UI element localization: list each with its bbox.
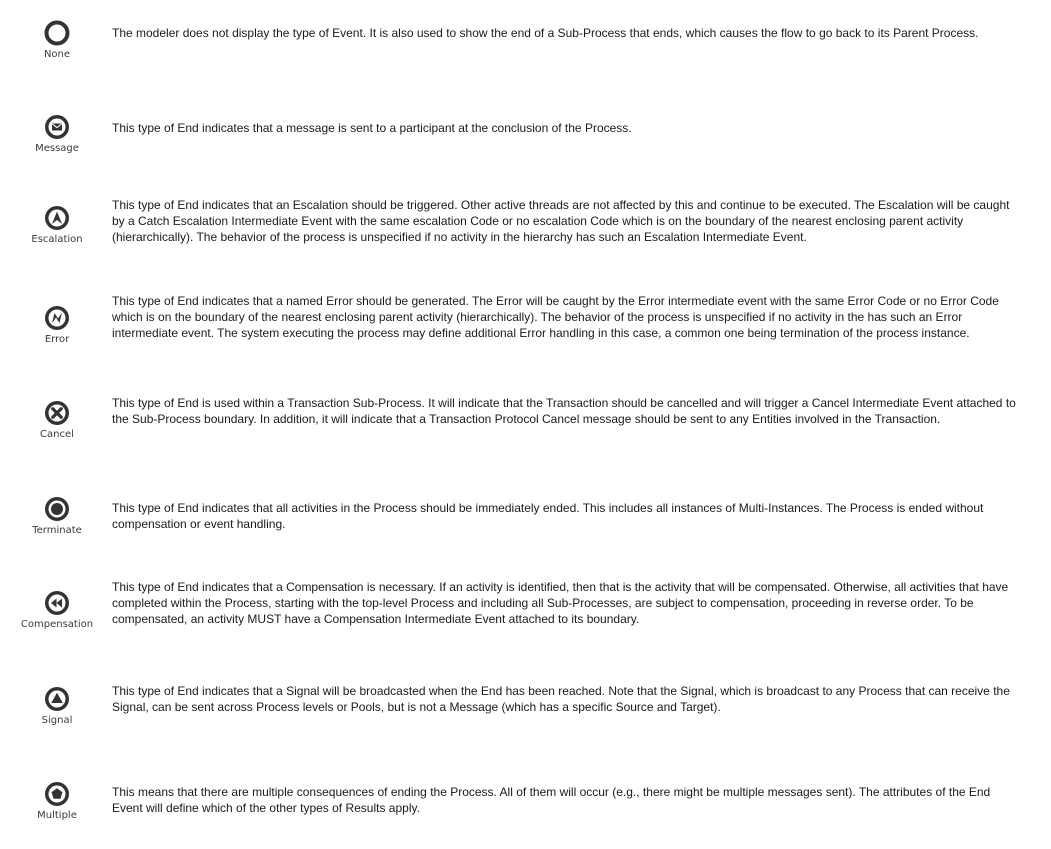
end-cancel-icon xyxy=(44,400,70,426)
event-label: Multiple xyxy=(37,810,77,821)
event-icon-cell xyxy=(14,205,100,246)
event-description: The modeler does not display the type of Event. It is also used to show the end of a Sub-Process that ends, which causes the flow to go back to its Parent Process. xyxy=(112,26,979,40)
event-description: This type of End indicates that a Signal will be broadcasted when the End has been reached. Note that the Signal, which is broadcast to any Process that can receive the Signal, can be sent across Process levels or Pools, but is not a Message (which has a specific Source and Target). xyxy=(112,684,1010,714)
end-escalation-icon xyxy=(44,205,70,231)
event-icon-cell xyxy=(14,20,100,61)
event-description: This type of End indicates that all activities in the Process should be immediately ended. This includes all instances of Multi-Instances. The Process is ended without compensation or event handling. xyxy=(112,501,984,531)
end-error-icon xyxy=(44,305,70,331)
end-signal-icon xyxy=(44,686,70,712)
event-label: Cancel xyxy=(40,429,74,440)
end-terminate-icon xyxy=(44,496,70,522)
event-label: Escalation xyxy=(31,234,83,245)
event-description: This means that there are multiple consequences of ending the Process. All of them will occur (e.g., there might be multiple messages sent). The attributes of the End Event will define which of the other types of Results apply. xyxy=(112,785,991,815)
event-label: Message xyxy=(35,143,79,154)
event-icon-cell xyxy=(14,496,100,537)
event-label: Signal xyxy=(41,715,73,726)
event-label: Compensation xyxy=(20,619,94,630)
event-label: None xyxy=(43,49,71,60)
event-icon-cell xyxy=(14,686,100,727)
event-icon-cell xyxy=(14,400,100,441)
end-multiple-icon xyxy=(44,781,70,807)
event-icon-cell xyxy=(14,114,100,155)
end-compensation-icon xyxy=(44,590,70,616)
event-icon-cell xyxy=(14,590,100,631)
event-label: Terminate xyxy=(32,525,82,536)
event-description: This type of End indicates that an Escalation should be triggered. Other active threads are not affected by this and continue to be executed. The Escalation will be caught by a Catch Escalation Intermediate Event with the same escalation Code or no escalation Code which is on the boundary of the nearest enclosing parent activity (hierarchically). The behavior of the process is unspecified if no activity in the hierarchy has such an Escalation Intermediate Event. xyxy=(112,198,1010,244)
event-icon-cell xyxy=(14,305,100,346)
event-icon-cell xyxy=(14,781,100,822)
event-description: This type of End indicates that a Compensation is necessary. If an activity is identified, then that is the activity that will be compensated. Otherwise, all activities that have completed within the Process, starting with the top-level Process and including all Sub-Processes, are subject to compensation, proceeding in reverse order. To be compensated, an activity MUST have a Compensation Intermediate Event attached to its boundary. xyxy=(112,580,1009,626)
end-none-icon xyxy=(44,20,70,46)
event-description: This type of End indicates that a message is sent to a participant at the conclusion of the Process. xyxy=(112,121,632,135)
event-description: This type of End indicates that a named Error should be generated. The Error will be caught by the Error intermediate event with the same Error Code or no Error Code which is on the boundary of the nearest enclosing parent activity (hierarchically). The behavior of the process is unspecified if no activity in the has such an Error intermediate event. The system executing the process may define additional Error handling in this case, a common one being termination of the process instance. xyxy=(112,294,999,340)
event-description: This type of End is used within a Transaction Sub-Process. It will indicate that the Transaction should be cancelled and will trigger a Cancel Intermediate Event attached to the Sub-Process boundary. In addition, it will indicate that a Transaction Protocol Cancel message should be sent to any Entities involved in the Transaction. xyxy=(112,396,1016,426)
event-label: Error xyxy=(44,334,70,345)
end-message-icon xyxy=(44,114,70,140)
